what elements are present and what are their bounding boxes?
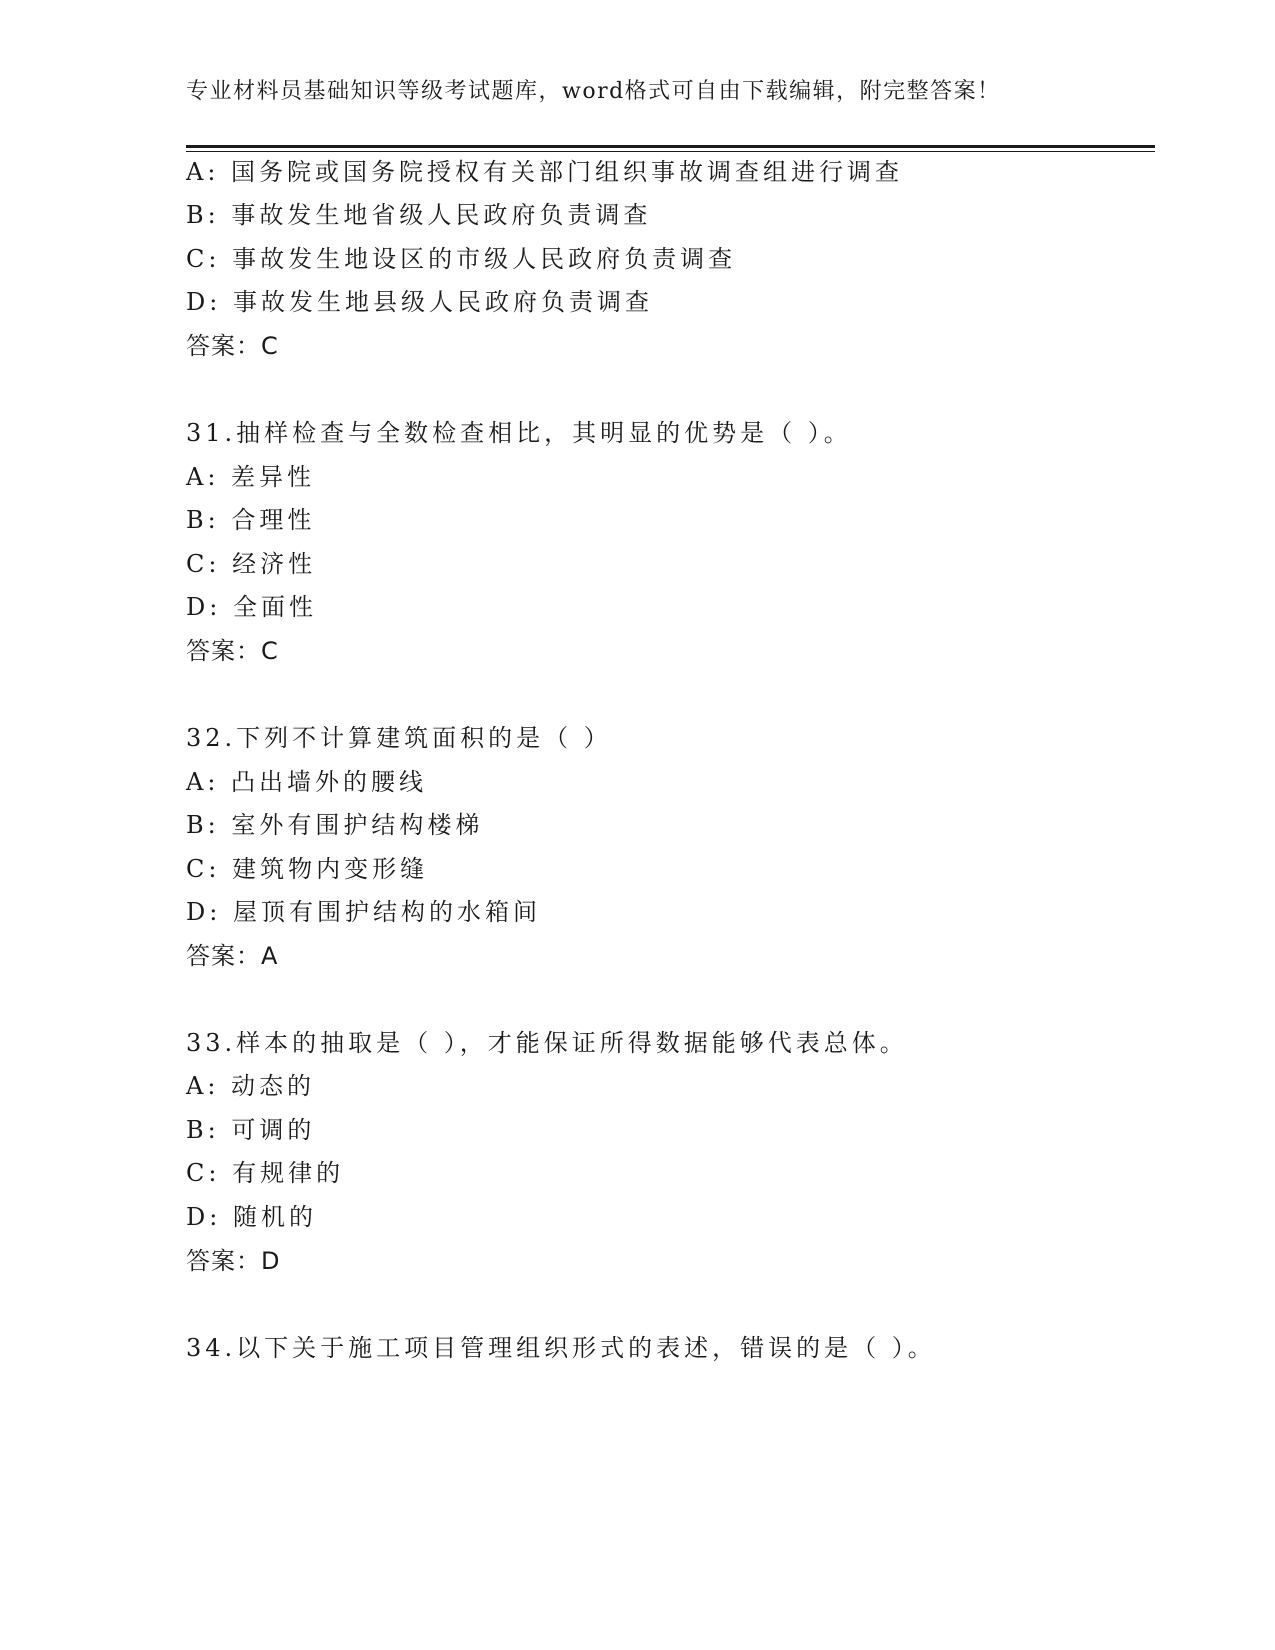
- q33-answer: 答案：D: [186, 1247, 281, 1275]
- q32-option-a: A: 凸出墙外的腰线: [186, 768, 428, 796]
- header-rule-thin: [186, 151, 1155, 152]
- q31-answer: 答案：C: [186, 637, 279, 665]
- q31-option-d: D: 全面性: [186, 593, 317, 621]
- q32-option-c: C: 建筑物内变形缝: [186, 855, 429, 883]
- q34-question: 34.以下关于施工项目管理组织形式的表述，错误的是（ ）。: [186, 1334, 936, 1362]
- q31-question: 31.抽样检查与全数检查相比，其明显的优势是（ ）。: [186, 419, 852, 447]
- q33-option-c: C: 有规律的: [186, 1159, 345, 1187]
- q30-option-b: B: 事故发生地省级人民政府负责调查: [186, 201, 652, 229]
- q32-option-d: D: 屋顶有围护结构的水箱间: [186, 898, 541, 926]
- q33-option-d: D: 随机的: [186, 1203, 317, 1231]
- q30-option-a: A: 国务院或国务院授权有关部门组织事故调查组进行调查: [186, 158, 904, 186]
- q32-question: 32.下列不计算建筑面积的是（ ）: [186, 724, 612, 752]
- q33-option-a: A: 动态的: [186, 1072, 316, 1100]
- q32-answer: 答案：A: [186, 942, 279, 970]
- q33-question: 33.样本的抽取是（ ），才能保证所得数据能够代表总体。: [186, 1029, 908, 1057]
- q30-answer: 答案：C: [186, 332, 279, 360]
- q30-option-c: C: 事故发生地设区的市级人民政府负责调查: [186, 245, 737, 273]
- q32-option-b: B: 室外有围护结构楼梯: [186, 811, 484, 839]
- q31-option-a: A: 差异性: [186, 463, 316, 491]
- q30-option-d: D: 事故发生地县级人民政府负责调查: [186, 288, 653, 316]
- header-rule-thick: [186, 145, 1155, 148]
- q31-option-b: B: 合理性: [186, 506, 316, 534]
- q33-option-b: B: 可调的: [186, 1116, 316, 1144]
- page-header: 专业材料员基础知识等级考试题库，word格式可自由下载编辑，附完整答案！: [186, 79, 1001, 104]
- q31-option-c: C: 经济性: [186, 550, 317, 578]
